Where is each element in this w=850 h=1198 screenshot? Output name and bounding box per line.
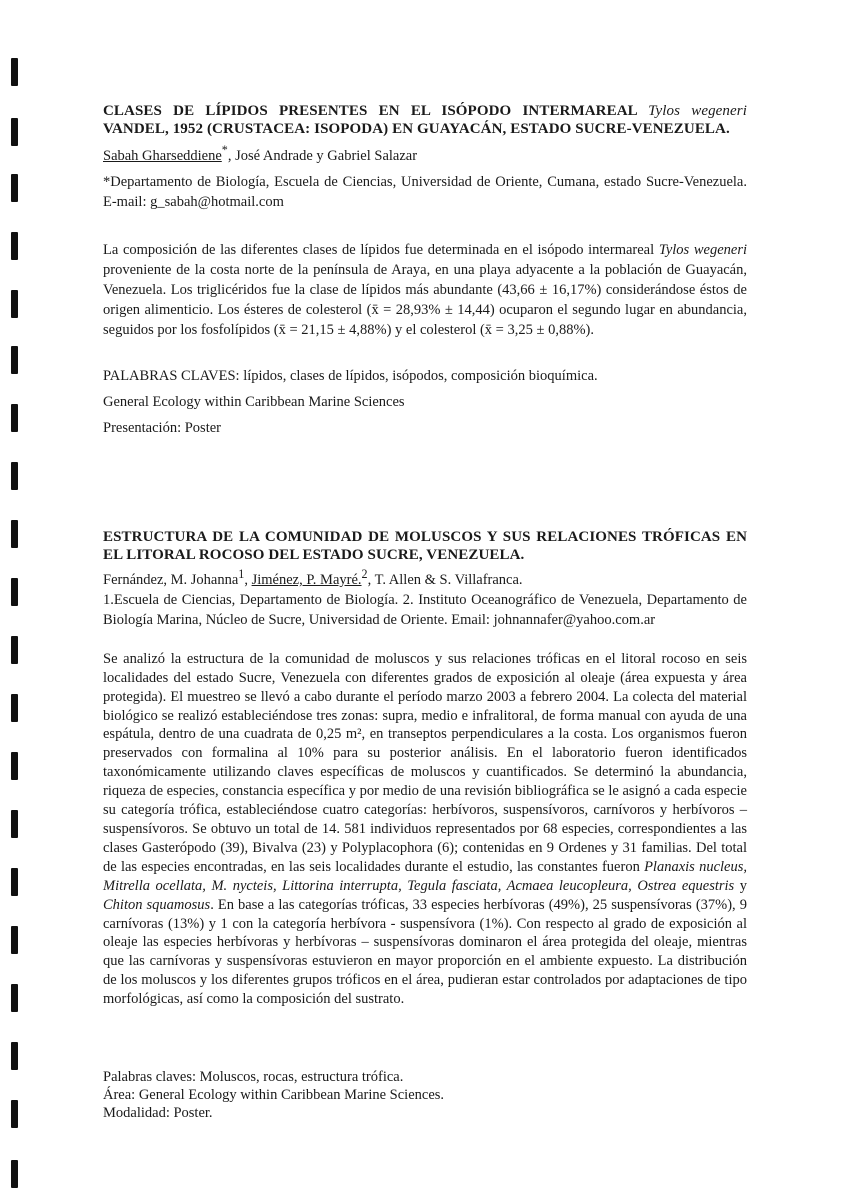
binder-hole <box>11 868 18 896</box>
binder-hole <box>11 462 18 490</box>
binder-hole <box>11 58 18 86</box>
binder-hole <box>11 926 18 954</box>
presenting-author: Sabah Gharseddiene <box>103 147 222 164</box>
presenting-author: Jiménez, P. Mayré. <box>251 571 362 588</box>
binder-hole <box>11 694 18 722</box>
abstract-2-body <box>103 650 747 1009</box>
abstract-2-authors <box>103 564 747 590</box>
author-1: Fernández, M. Johanna <box>103 571 239 588</box>
abstract-1-affiliation: *Departamento de Biología, Escuela de Ciencias, Universidad de Oriente, Cumana, estado Sucre-Venezuela. E-mail: g_sabah@hotmail.com <box>103 173 747 210</box>
abstract-1-area: General Ecology within Caribbean Marine Sciences <box>103 393 405 410</box>
body-species: Tylos wegeneri <box>658 241 747 258</box>
abstract-1-presentation: Presentación: Poster <box>103 419 221 436</box>
binder-hole <box>11 1100 18 1128</box>
binder-hole <box>11 118 18 146</box>
binder-hole <box>11 232 18 260</box>
body-text: La composición de las diferentes clases de lípidos fue determinada en el isópodo intermareal <box>103 241 659 258</box>
binder-hole <box>11 520 18 548</box>
title-species: Tylos wegeneri <box>648 103 747 119</box>
title-text: CLASES DE LÍPIDOS PRESENTES EN EL ISÓPODO INTERMAREAL <box>103 103 649 119</box>
abstract-2-title: ESTRUCTURA DE LA COMUNIDAD DE MOLUSCOS Y SUS RELACIONES TRÓFICAS EN EL LITORAL ROCOSO DEL ESTADO SUCRE, VENEZUELA. <box>103 529 747 563</box>
binder-hole <box>11 984 18 1012</box>
abstract-2 <box>103 528 747 1009</box>
binder-hole <box>11 636 18 664</box>
binder-hole <box>11 1160 18 1188</box>
binder-hole <box>11 752 18 780</box>
abstract-1-body <box>103 240 747 340</box>
binder-hole <box>11 290 18 318</box>
abstract-1-title <box>103 102 747 138</box>
co-authors: , T. Allen & S. Villafranca. <box>367 571 523 588</box>
body-text: Se analizó la estructura de la comunidad de moluscos y sus relaciones tróficas en el litoral rocoso en seis localidades del estado Sucre, Venezuela con diferentes grados de exposición al oleaje (área expuesta y área protegida). El muestreo se llevó a cabo durante el período marzo 2003 a febrero 2004. La colecta del material biológico se realizó estableciéndose tres zonas: supra, medio e infralitoral, de forma manual con ayuda de una espátula, dentro de una cuadrata de 0,25 m², en transeptos perpendiculares a la costa. Los organismos fueron preservados con formalina al 10% para su posterior análisis. En el laboratorio fueron identificados taxonómicamente utilizando claves específicas de moluscos y cuantificados. Se determinó la abundancia, riqueza de especies, constancia específica y por medio de una revisión bibliográfica se le asignó a cada especie su categoría trófica, estableciéndose cuatro categorías: herbívoros, suspensívoros, carnívoros y herbívoros – suspensívoros. Se obtuvo un total de 14. 581 individuos representados por 68 especies, correspondientes a las clases Gasterópodo (39), Bivalva (23) y Polyplacophora (6); contenidas en 9 Ordenes y 31 familias. Del total de las especies encontradas, en las seis localidades durante el estudio, las constantes fueron <box>103 650 747 875</box>
abstract-2-modality: Modalidad: Poster. <box>103 1105 213 1121</box>
binder-hole <box>11 174 18 202</box>
abstract-2-area: Área: General Ecology within Caribbean Marine Sciences. <box>103 1087 445 1103</box>
author-1-sup: 1 <box>238 567 245 581</box>
body-species: Planaxis nucleus, Mitrella ocellata, M. nycteis, Littorina interrupta, Tegula fasciata, Acmaea leucopleura, Ostrea equestris <box>103 858 747 894</box>
binder-hole <box>11 346 18 374</box>
body-text-rest: . En base a las categorías tróficas, 33 especies herbívoras (49%), 25 suspensívoras (37%), 9 carnívoras (13%) y 1 con la categoría herbívora - suspensívora (1%). Con respecto al grado de exposición al oleaje las especies herbívoras y herbívoras – suspensívoras dominaron el área protegida del oleaje, mientras que las carnívoras y suspensívoras estuvieron en mayor proporción en el ambiente expuesto. La distribución de los moluscos y los diferentes grupos tróficos en el área, pudieran estar controlados por adaptaciones de tipo morfológicas, así como la composición del sustrato. <box>103 896 747 1008</box>
author-separator: , <box>244 571 252 588</box>
binder-hole <box>11 404 18 432</box>
binder-hole <box>11 1042 18 1070</box>
body-species-2: Chiton squamosus <box>103 896 211 913</box>
binder-holes <box>11 0 25 1198</box>
body-text-rest: proveniente de la costa norte de la península de Araya, en una playa adyacente a la población de Guayacán, Venezuela. Los triglicéridos fue la clase de lípidos más abundante (43,66 ± 16,17%) considerándose éstos de origen alimenticio. Los ésteres de colesterol (x̄ = 28,93% ± 14,44) ocuparon el segundo lugar en abundancia, seguidos por los fosfolípidos (x̄ = 21,15 ± 4,88%) y el colesterol (x̄ = 3,25 ± 0,88%). <box>103 261 747 338</box>
abstract-1 <box>103 102 747 438</box>
binder-hole <box>11 810 18 838</box>
abstract-1-keywords: PALABRAS CLAVES: lípidos, clases de lípidos, isópodos, composición bioquímica. <box>103 367 598 384</box>
body-conjunction: y <box>734 877 747 894</box>
abstract-1-authors <box>103 140 747 166</box>
author-2-sup: 2 <box>361 567 368 581</box>
co-authors: , José Andrade y Gabriel Salazar <box>227 147 418 164</box>
abstract-2-footer <box>103 1068 747 1122</box>
abstract-2-affiliation: 1.Escuela de Ciencias, Departamento de Biología. 2. Instituto Oceanográfico de Venezuela, Departamento de Biología Marina, Núcleo de Sucre, Universidad de Oriente. Email: johnannafer@yahoo.com.ar <box>103 591 747 628</box>
author-mark: * <box>221 143 228 157</box>
abstract-2-keywords: Palabras claves: Moluscos, rocas, estructura trófica. <box>103 1069 404 1085</box>
title-text-rest: VANDEL, 1952 (CRUSTACEA: ISOPODA) EN GUAYACÁN, ESTADO SUCRE-VENEZUELA. <box>103 121 730 137</box>
binder-hole <box>11 578 18 606</box>
